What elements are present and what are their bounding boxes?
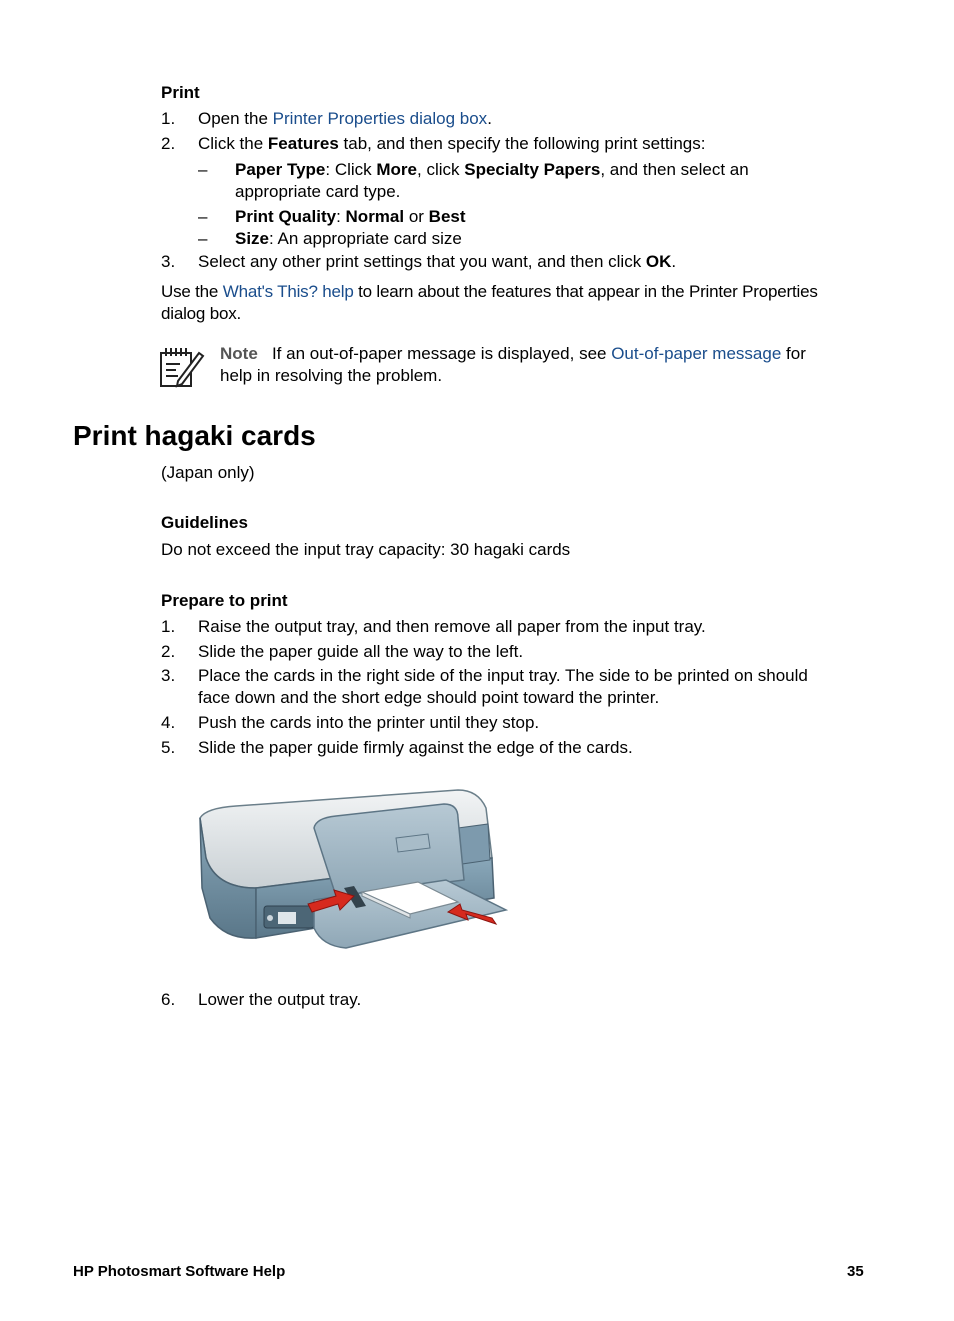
step-number: 1. bbox=[161, 617, 176, 636]
note-icon bbox=[159, 345, 205, 395]
section-subtitle: (Japan only) bbox=[161, 463, 255, 482]
bullet-dash: – bbox=[198, 160, 208, 179]
prepare-step: Place the cards in the right side of the input tray. The side to be printed on should face down and the short edge should point toward the printer. bbox=[198, 666, 808, 707]
guidelines-heading: Guidelines bbox=[161, 513, 248, 532]
step-number: 4. bbox=[161, 713, 176, 732]
step-number: 3. bbox=[161, 252, 176, 271]
section-title: Print hagaki cards bbox=[73, 420, 316, 451]
footer-title: HP Photosmart Software Help bbox=[73, 1263, 286, 1280]
prepare-step: Slide the paper guide firmly against the edge of the cards. bbox=[198, 738, 633, 757]
prepare-step: Slide the paper guide all the way to the left. bbox=[198, 642, 524, 661]
note-label: Note bbox=[220, 344, 258, 363]
guidelines-text: Do not exceed the input tray capacity: 30 hagaki cards bbox=[161, 540, 571, 559]
prepare-step: Push the cards into the printer until they stop. bbox=[198, 713, 540, 732]
step-number: 3. bbox=[161, 666, 176, 685]
print-step-2: Click the Features tab, and then specify the following print settings: bbox=[198, 134, 706, 153]
note-text: Note If an out-of-paper message is displayed, see Out-of-paper message for help in resolving the problem. bbox=[220, 344, 806, 385]
step-number: 5. bbox=[161, 738, 176, 757]
whats-this-paragraph: Use the What's This? help to learn about the features that appear in the Printer Properties dialog box. bbox=[161, 282, 818, 323]
bullet-dash: – bbox=[198, 229, 208, 248]
step-number: 6. bbox=[161, 990, 176, 1009]
out-of-paper-link[interactable]: Out-of-paper message bbox=[611, 344, 782, 363]
prepare-step: Raise the output tray, and then remove all paper from the input tray. bbox=[198, 617, 706, 636]
printer-properties-link[interactable]: Printer Properties dialog box bbox=[272, 109, 488, 128]
printer-illustration bbox=[196, 788, 508, 962]
step-number: 2. bbox=[161, 134, 176, 153]
print-heading: Print bbox=[161, 83, 200, 102]
print-step-3: Select any other print settings that you want, and then click OK. bbox=[198, 252, 677, 271]
whats-this-help-link[interactable]: What's This? help bbox=[222, 282, 354, 301]
step-number: 2. bbox=[161, 642, 176, 661]
page-number: 35 bbox=[847, 1263, 864, 1280]
setting-paper-type: Paper Type: Click More, click Specialty Papers, and then select an appropriate card type. bbox=[235, 160, 749, 201]
prepare-step: Lower the output tray. bbox=[198, 990, 362, 1009]
setting-size: Size: An appropriate card size bbox=[235, 229, 462, 248]
step-number: 1. bbox=[161, 109, 176, 128]
setting-print-quality: Print Quality: Normal or Best bbox=[235, 207, 466, 226]
prepare-heading: Prepare to print bbox=[161, 591, 288, 610]
print-step-1: Open the Printer Properties dialog box. bbox=[198, 109, 492, 128]
bullet-dash: – bbox=[198, 207, 208, 226]
